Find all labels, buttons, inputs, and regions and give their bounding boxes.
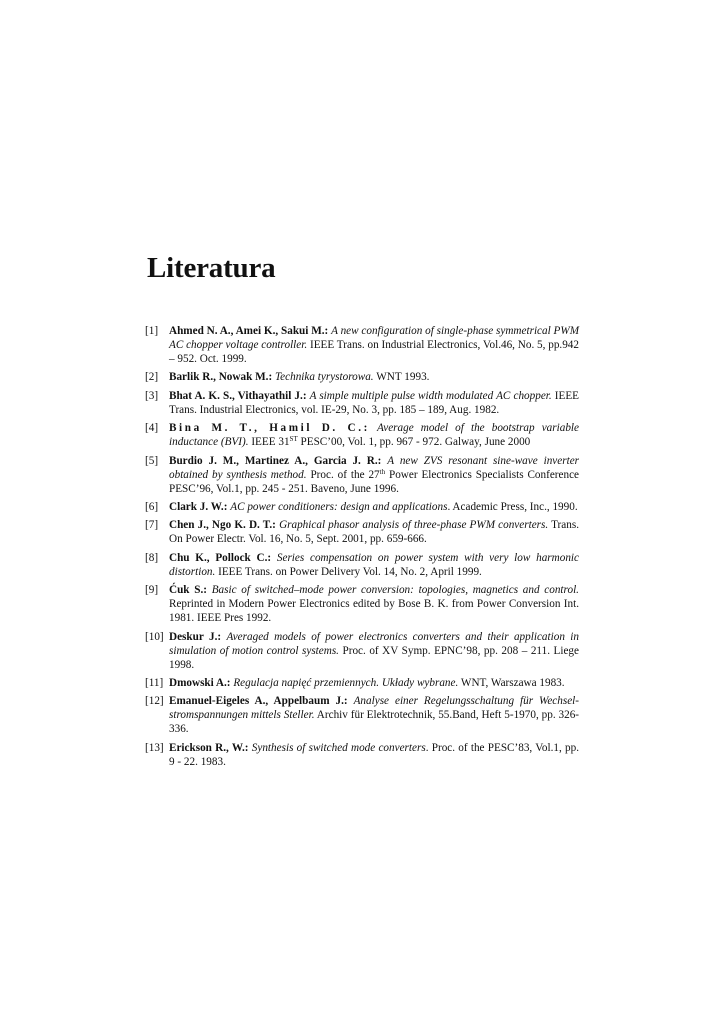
- reference-item-7: [145, 518, 579, 546]
- reference-number: [4]: [145, 422, 159, 435]
- reference-title: A new configuration of single-phase symmetrical PWM AC chopper voltage controller.: [169, 325, 580, 351]
- reference-title: Basic of switched–mode power conversion: topologies, magnetics and control.: [211, 584, 579, 597]
- reference-authors: Deskur J.:: [169, 630, 222, 643]
- reference-details: Reprinted in Modern Power Electronics edited by Bose B. K. from Power Conversion Int. 1981. IEEE Pres 1992.: [169, 598, 579, 625]
- reference-number: [8]: [145, 551, 159, 564]
- reference-number: [10]: [145, 630, 164, 643]
- reference-authors: Barlik R., Nowak M.:: [169, 371, 273, 384]
- reference-title: Regulacja napięć przemiennych. Układy wybrane.: [233, 676, 459, 689]
- reference-item-1: [145, 324, 579, 366]
- reference-item-12: [145, 694, 579, 736]
- reference-number: [13]: [145, 741, 164, 754]
- reference-title: Technika tyrystorowa.: [274, 371, 374, 384]
- reference-details: IEEE Trans. on Industrial Electronics, Vol.46, No. 5, pp.942 – 952. Oct. 1999.: [169, 339, 579, 365]
- reference-title: Averaged models of power electronics converters and their application in simulation of motion control systems.: [169, 630, 579, 657]
- reference-item-3: [145, 389, 579, 417]
- reference-details-cont: PESC’00, Vol. 1, pp. 967 - 972. Galway, June 2000: [297, 436, 531, 449]
- superscript: th: [379, 467, 386, 476]
- reference-authors: Ćuk S.:: [169, 584, 207, 597]
- reference-details: WNT 1993.: [376, 371, 430, 384]
- reference-details: IEEE Trans. Industrial Electronics, vol. IE-29, No. 3, pp. 185 – 189, Aug. 1982.: [169, 389, 580, 416]
- reference-authors: Dmowski A.:: [169, 676, 231, 689]
- reference-title: Series compensation on power system with very low harmonic distortion.: [169, 551, 579, 578]
- reference-title: Synthesis of switched mode converters: [251, 741, 426, 754]
- reference-item-2: [145, 370, 579, 384]
- reference-authors: Chen J., Ngo K. D. T.:: [169, 519, 276, 532]
- reference-number: [11]: [145, 676, 164, 689]
- reference-details-cont: Power Electronics Specialists Conference PESC’96, Vol.1, pp. 245 - 251. Baveno, June 1996.: [169, 468, 580, 495]
- reference-details: . Proc. of the PESC’83, Vol.1, pp. 9 - 22. 1983.: [169, 741, 579, 768]
- reference-details: Archiv für Elektrotechnik, 55.Band, Heft 5-1970, pp. 326-336.: [169, 709, 580, 736]
- reference-details: . Academic Press, Inc., 1990.: [447, 500, 578, 513]
- reference-item-4: [145, 421, 579, 449]
- reference-title: A new ZVS resonant sine-wave inverter obtained by synthesis method.: [169, 454, 580, 481]
- superscript: ST: [289, 435, 298, 444]
- reference-title: AC power conditioners: design and applications: [230, 500, 448, 513]
- reference-details: Proc. of the 27: [310, 468, 380, 481]
- reference-number: [7]: [145, 519, 159, 532]
- reference-title: Graphical phasor analysis of three-phase PWM converters.: [279, 519, 549, 532]
- reference-authors: Ahmed N. A., Amei K., Sakui M.:: [169, 325, 329, 337]
- reference-item-8: [145, 551, 579, 579]
- reference-number: [1]: [145, 325, 159, 337]
- reference-title: Average model of the bootstrap variable inductance (BVI).: [169, 422, 579, 449]
- reference-details: Trans. On Power Electr. Vol. 16, No. 5, Sept. 2001, pp. 659-666.: [169, 519, 579, 546]
- reference-item-11: [145, 676, 579, 690]
- reference-details: IEEE 31: [251, 436, 290, 449]
- reference-authors: Burdio J. M., Martinez A., Garcia J. R.:: [169, 454, 382, 467]
- reference-authors: Erickson R., W.:: [169, 741, 249, 754]
- reference-number: [5]: [145, 454, 159, 467]
- reference-authors: Chu K., Pollock C.:: [169, 551, 272, 564]
- reference-authors: Bhat A. K. S., Vithayathil J.:: [169, 389, 307, 402]
- reference-item-13: [145, 741, 579, 769]
- reference-item-5: [145, 454, 579, 496]
- reference-item-9: [145, 583, 579, 625]
- reference-item-6: [145, 500, 579, 514]
- reference-details: Proc. of XV Symp. EPNC’98, pp. 208 – 211. Liege 1998.: [169, 644, 579, 671]
- reference-number: [6]: [145, 500, 159, 513]
- reference-authors: Bina M. T., Hamil D. C.:: [169, 422, 370, 435]
- reference-title: Analyse einer Regelungsschaltung für Wechsel-stromspannungen mittels Steller.: [169, 695, 580, 722]
- reference-title: A simple multiple pulse width modulated AC chopper.: [309, 389, 552, 402]
- reference-number: [12]: [145, 695, 164, 708]
- reference-number: [3]: [145, 389, 159, 402]
- reference-details: WNT, Warszawa 1983.: [460, 676, 565, 689]
- reference-list: [145, 324, 579, 773]
- reference-number: [9]: [145, 584, 159, 597]
- reference-details: IEEE Trans. on Power Delivery Vol. 14, No. 2, April 1999.: [218, 565, 482, 578]
- reference-authors: Clark J. W.:: [169, 500, 228, 513]
- reference-authors: Emanuel-Eigeles A., Appelbaum J.:: [169, 695, 348, 708]
- reference-number: [2]: [145, 371, 159, 384]
- reference-item-10: [145, 630, 579, 672]
- page-title: Literatura: [147, 252, 276, 284]
